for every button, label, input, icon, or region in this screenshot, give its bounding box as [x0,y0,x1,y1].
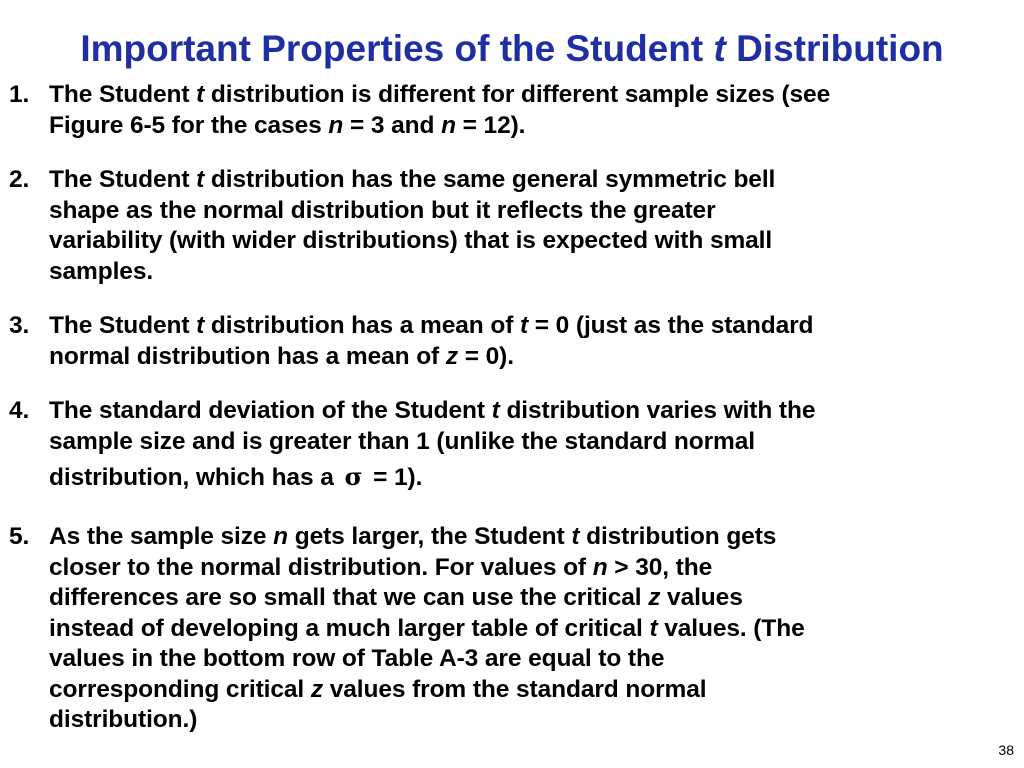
property-line [49,644,1014,675]
math-variable: z [445,342,458,370]
text-segment: The Student [49,81,197,108]
text-segment: values [660,584,743,611]
property-number: 1. [9,81,30,108]
math-variable: t [571,523,580,550]
property-number: 2. [9,166,30,193]
text-segment: sample size and is greater than 1 (unlike the standard normal [49,427,755,455]
text-segment: distribution, which has a [49,464,341,491]
text-segment: gets larger, the Student [288,523,572,550]
property-line [49,342,1014,373]
property-line [49,257,1014,288]
property-line [49,427,1014,458]
math-variable: t [649,614,658,642]
property-item-2 [9,165,1014,287]
math-variable: t [519,312,529,339]
text-segment: = 12). [455,111,526,139]
text-segment: instead of developing a much larger table of critical [49,614,650,642]
property-line [49,457,1014,498]
text-segment: As the sample size [49,523,274,550]
text-segment: = 3 and [343,111,442,139]
property-number: 5. [9,523,30,550]
text-segment: distribution has a mean of [204,312,520,339]
text-segment: = 1). [366,464,423,491]
text-segment: variability (with wider distributions) that is expected with small [49,227,773,254]
text-segment: samples. [49,257,154,285]
property-line [49,80,1014,111]
text-segment: = 0). [457,342,514,370]
text-segment: values. (The [657,614,805,642]
property-line [49,226,1014,257]
math-variable: t [196,166,205,193]
property-line [49,553,1014,584]
property-line [49,196,1014,227]
text-segment: = 0 (just as the standard [528,312,814,339]
slide-title [0,25,1024,73]
math-variable: n [592,553,608,581]
text-segment: shape as the normal distribution but it reflects the greater [49,196,716,224]
math-variable: t [196,312,205,339]
title-text-part1: Important Properties of the Student [80,28,714,69]
math-variable: z [310,675,323,703]
property-line [49,675,1014,706]
property-line [49,311,1014,342]
property-line [49,165,1014,196]
text-segment: The standard deviation of the Student [49,397,492,424]
property-line [49,522,1014,553]
property-number: 3. [9,312,30,339]
text-segment: values in the bottom row of Table A-3 are equal to the [49,645,665,672]
text-segment: > 30, the [607,553,713,581]
text-segment: The Student [49,166,197,193]
property-item-1 [9,80,1014,141]
math-variable: n [328,111,344,139]
math-variable: n [441,111,456,139]
property-line [49,705,1014,736]
math-variable: z [648,584,661,611]
sigma-symbol: σ [344,462,363,491]
text-segment: distribution varies with the [499,397,816,424]
text-segment: closer to the normal distribution. For values of [49,553,593,581]
text-segment: distribution gets [579,523,777,550]
page-number: 38 [998,742,1014,758]
math-variable: t [491,397,500,424]
text-segment: distribution has the same general symmetric bell [204,166,776,193]
text-segment: Figure 6-5 for the cases [49,111,329,139]
properties-list [9,80,1014,736]
text-segment: distribution is different for different sample sizes (see [204,81,831,108]
property-item-4 [9,396,1014,498]
title-variable-t: t [713,28,726,69]
title-text-part2: Distribution [725,28,944,69]
property-number: 4. [9,397,30,424]
property-line [49,583,1014,614]
property-line [49,111,1014,142]
math-variable: n [273,523,289,550]
text-segment: differences are so small that we can use the critical [49,584,649,611]
text-segment: normal distribution has a mean of [49,342,446,370]
property-line [49,614,1014,645]
text-segment: corresponding critical [49,675,311,703]
property-line [49,396,1014,427]
property-item-5 [9,522,1014,736]
property-item-3 [9,311,1014,372]
text-segment: The Student [49,312,197,339]
text-segment: distribution.) [49,706,198,733]
math-variable: t [196,81,205,108]
text-segment: values from the standard normal [322,675,707,703]
